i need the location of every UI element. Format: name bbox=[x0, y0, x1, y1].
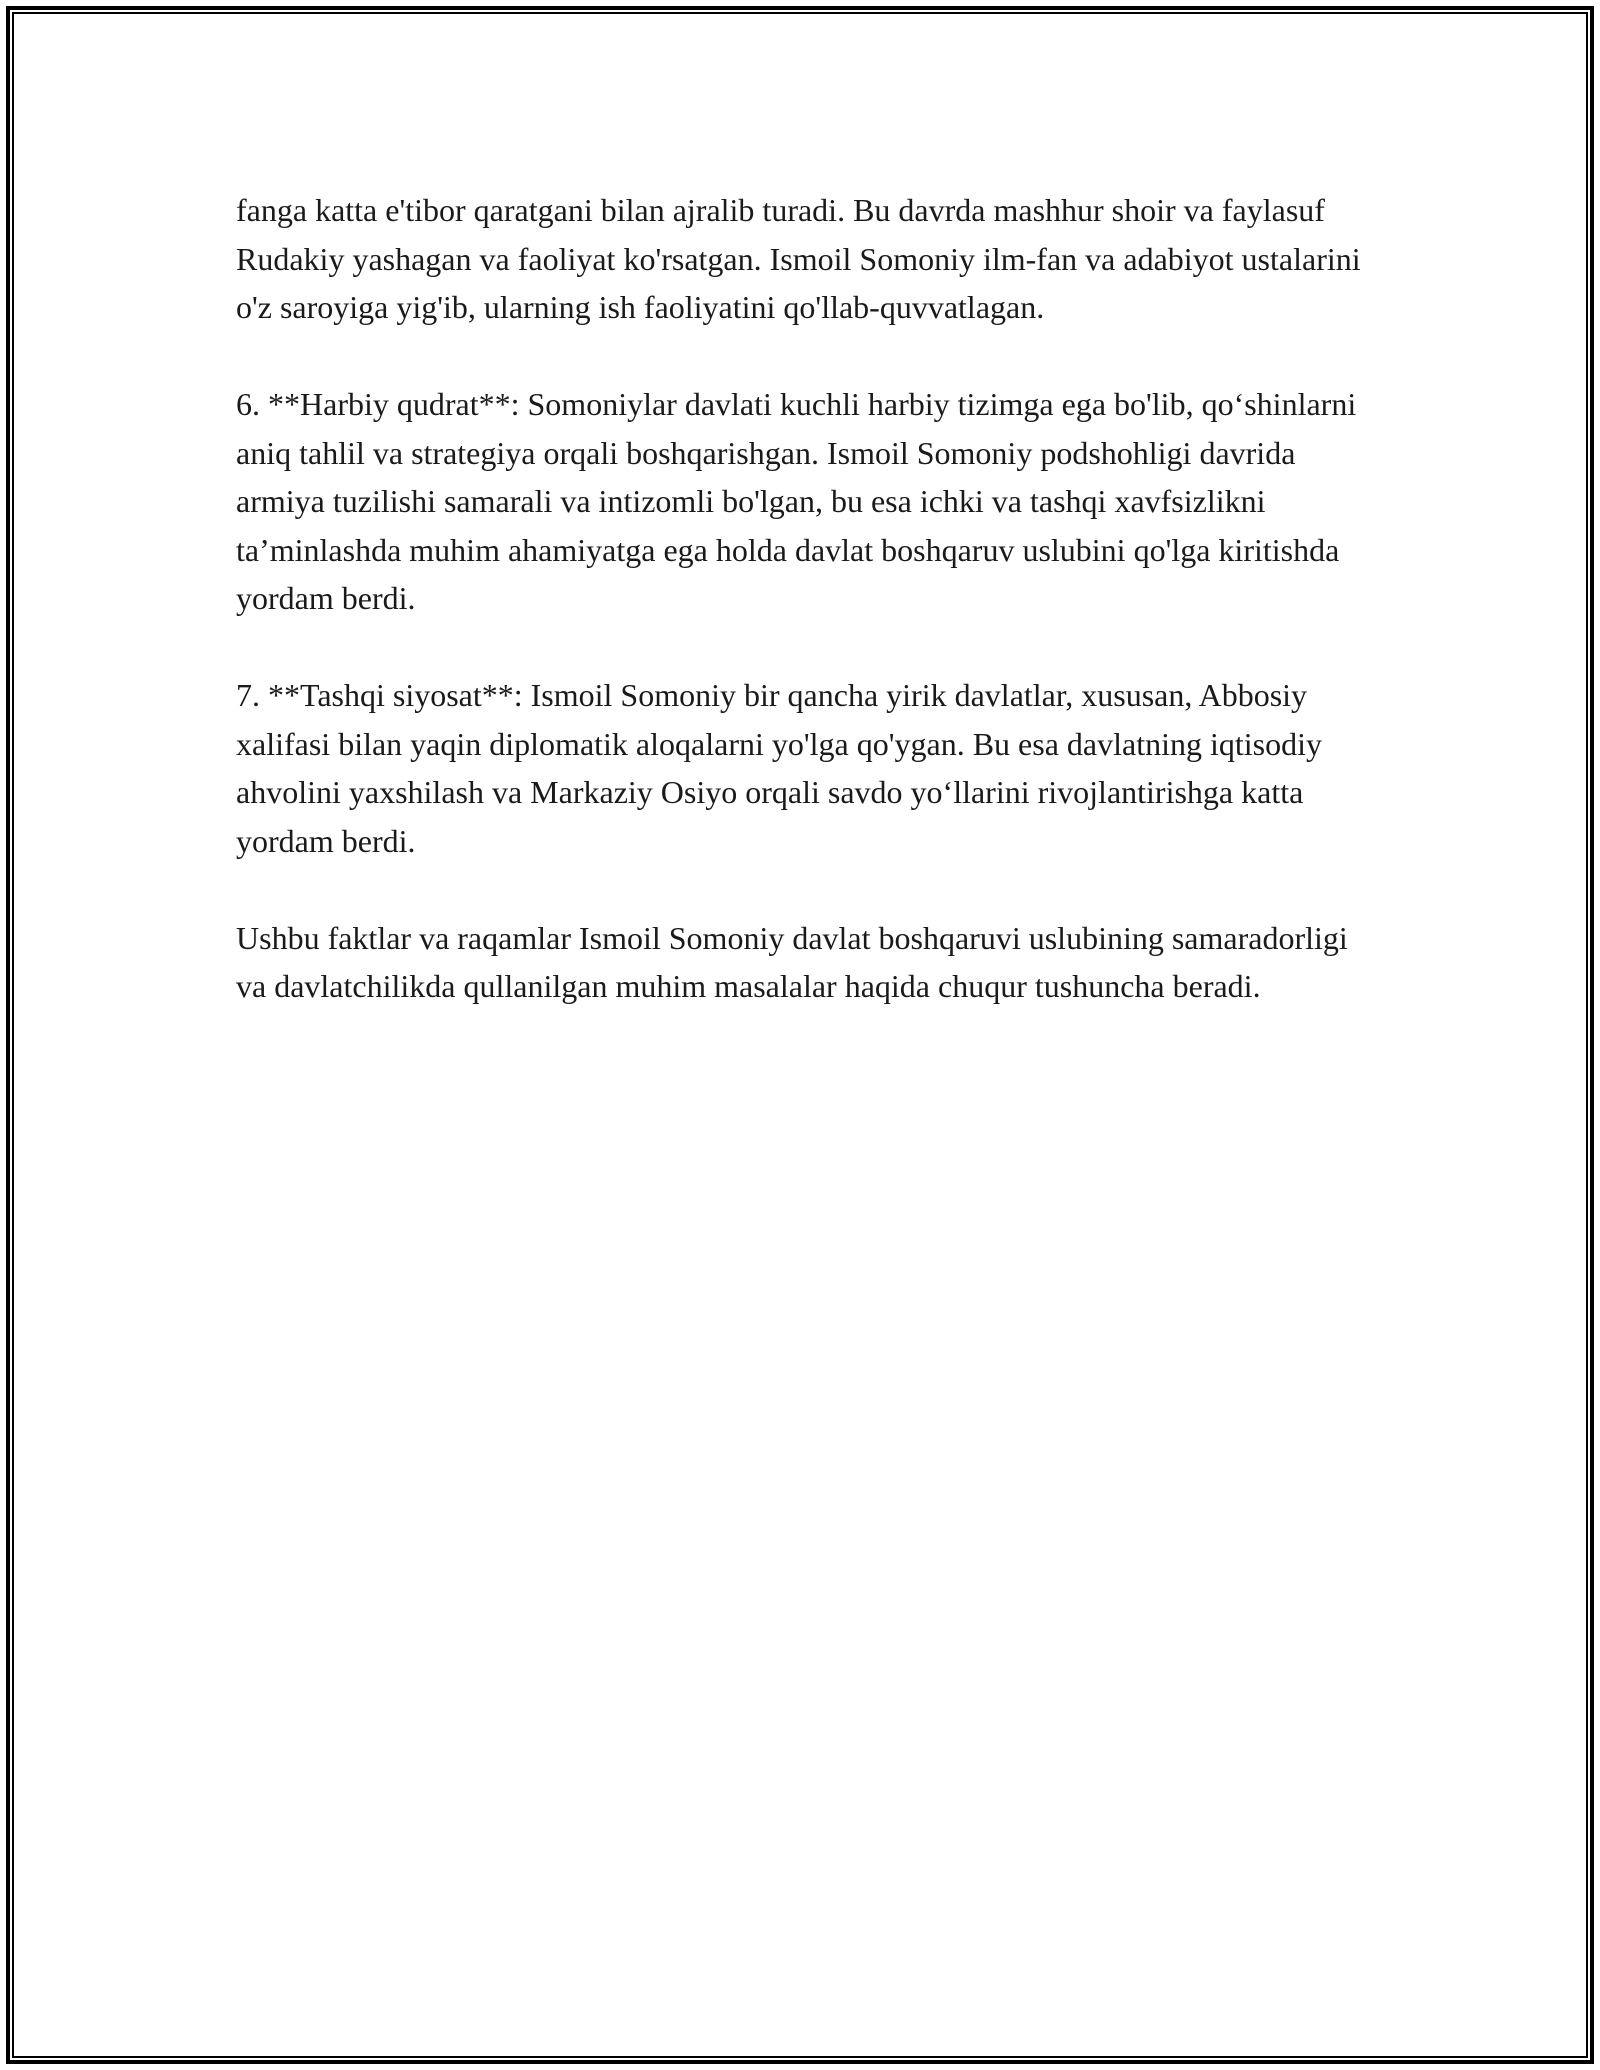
paragraph-cultural: fanga katta e'tibor qaratgani bilan ajralib turadi. Bu davrda mashhur shoir va faylasuf Rudakiy yashagan va faoliyat ko'rsatgan. Ismoil Somoniy ilm-fan va adabiyot ustalarini o'z saroyiga yig'ib, ularning ish faoliyatini qo'llab-quvvatlagan. bbox=[236, 192, 1361, 325]
paragraph-conclusion: Ushbu faktlar va raqamlar Ismoil Somoniy davlat boshqaruvi uslubining samaradorligi va davlatchilikda qullanilgan muhim masalalar haqida chuqur tushuncha beradi. bbox=[236, 919, 1348, 1004]
paragraph-foreign-policy: 7. **Tashqi siyosat**: Ismoil Somoniy bir qancha yirik davlatlar, xususan, Abbosiy xalifasi bilan yaqin diplomatik aloqalarni yo'lga qo'ygan. Bu esa davlatning iqtisodiy ahvolini yaxshilash va Markaziy Osiyo orqali savdo yo‘llarini rivojlantirishga katta yordam berdi. bbox=[236, 677, 1322, 859]
paragraph-military-power: 6. **Harbiy qudrat**: Somoniylar davlati kuchli harbiy tizimga ega bo'lib, qo‘shinlarni aniq tahlil va strategiya orqali boshqarishgan. Ismoil Somoniy podshohligi davrida armiya tuzilishi samarali va intizomli bo'lgan, bu esa ichki va tashqi xavfsizlikni ta’minlashda muhim ahamiyatga ega holda davlat boshqaruv uslubini qo'lga kiritishda yordam berdi. bbox=[236, 386, 1357, 616]
document-body bbox=[236, 186, 1376, 1059]
